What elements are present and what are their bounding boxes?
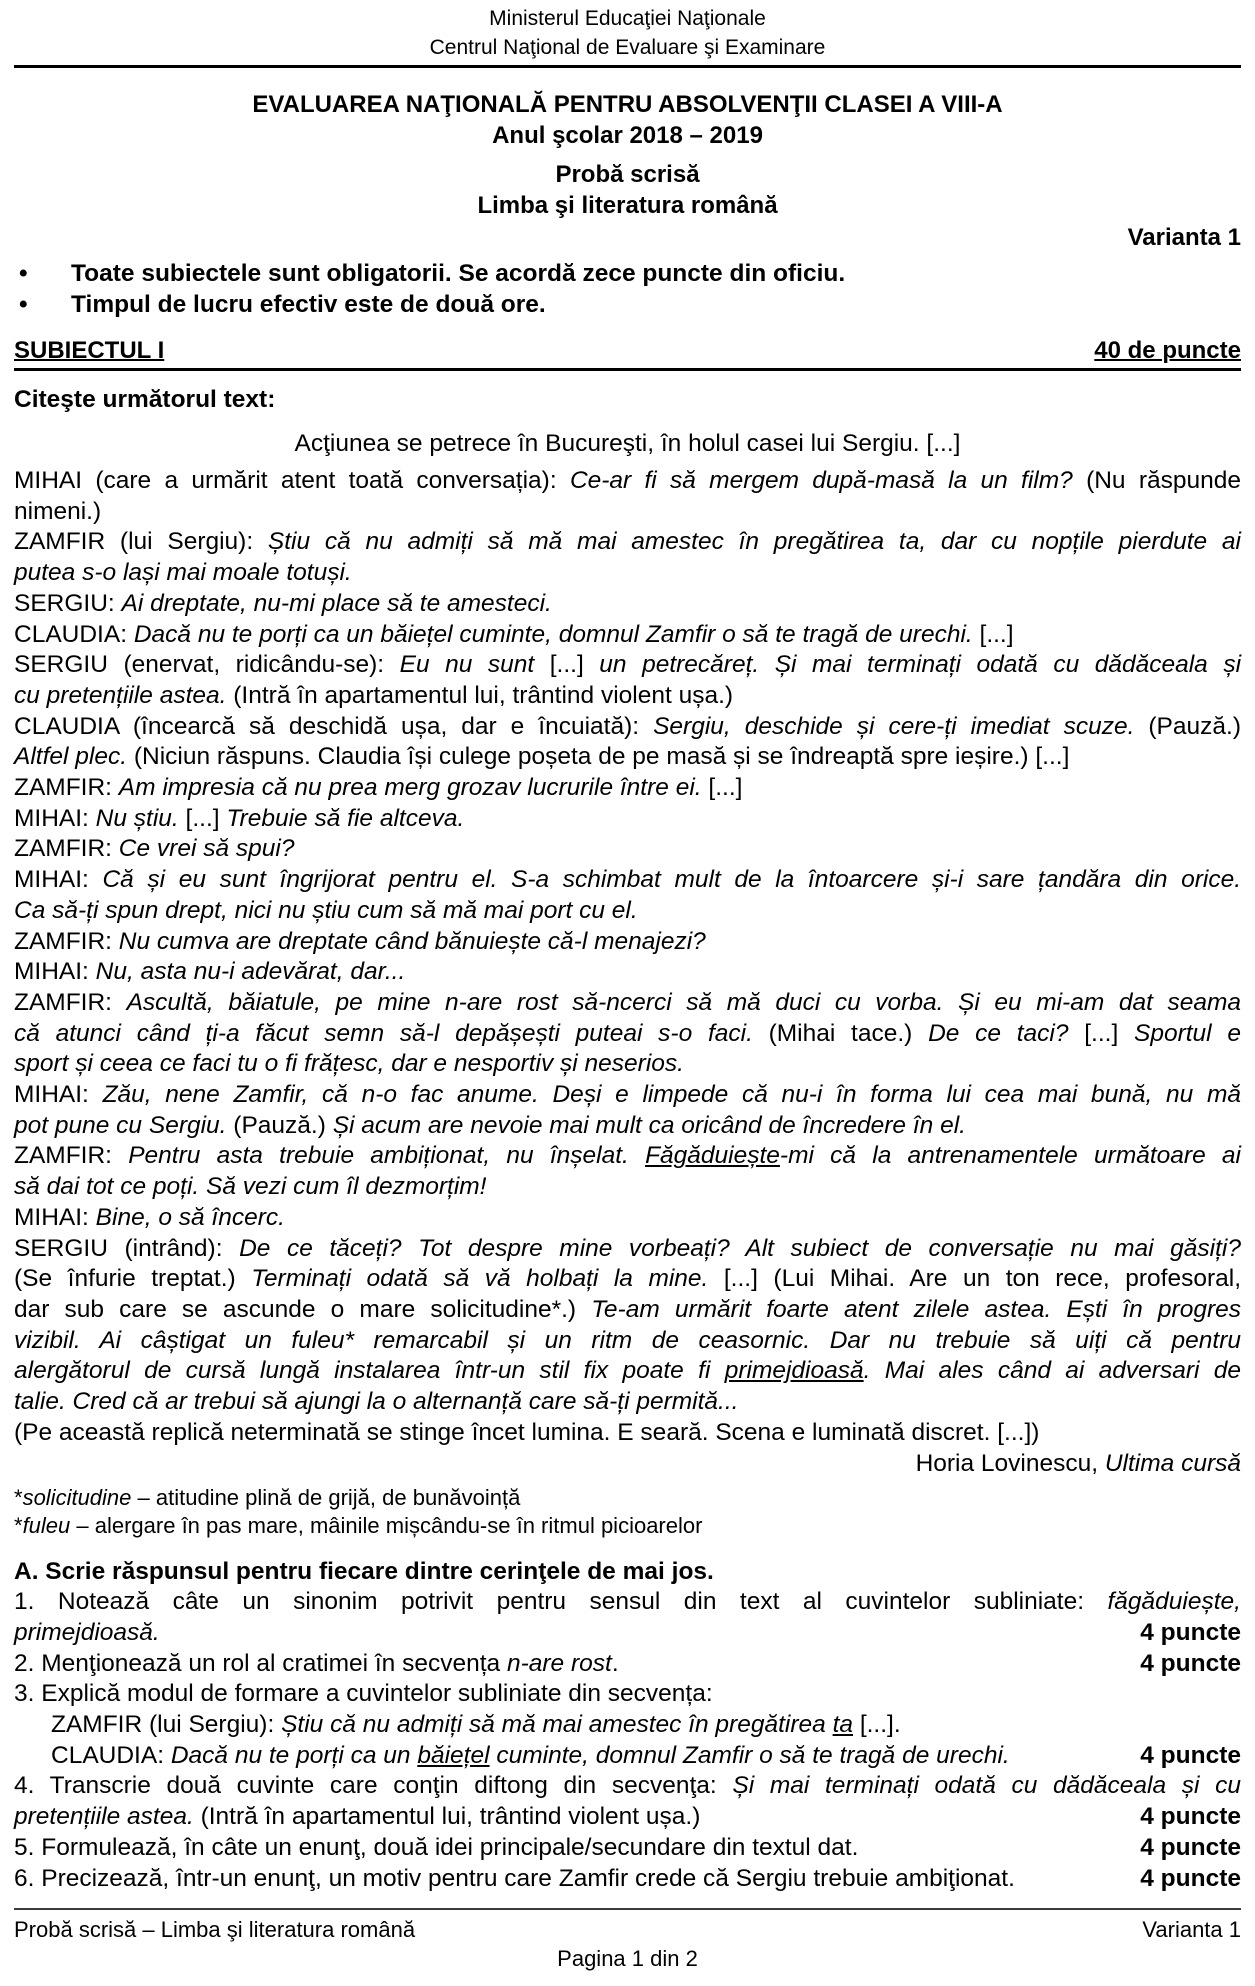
text-segment: primejdioasă.: [14, 1618, 160, 1646]
text-segment: (Intră în apartamentul lui, trântind violent ușa.): [226, 681, 734, 709]
footer-left: Probă scrisă – Limba şi literatura română: [14, 1917, 416, 1943]
text-segment: [...]: [972, 620, 1014, 648]
text-segment: ZAMFIR (lui Sergiu):: [14, 528, 268, 556]
footer-right: Varianta 1: [1142, 1917, 1241, 1943]
points-badge: 4 puncte: [1140, 1649, 1241, 1677]
text-segment: Dacă nu te porți ca un: [170, 1741, 418, 1769]
ministry-line1: Ministerul Educaţiei Naţionale: [489, 7, 766, 30]
text-segment: CLAUDIA (încearcă să deschidă ușa, dar e încuiată):: [14, 712, 654, 740]
text-segment: Ce vrei să spui?: [118, 835, 295, 863]
text-segment: *: [14, 1485, 23, 1511]
text-segment: MIHAI:: [14, 1203, 96, 1231]
text-segment: ZAMFIR (lui Sergiu):: [51, 1711, 282, 1739]
text-segment: ZAMFIR:: [14, 988, 127, 1016]
text-segment: Și mai terminați odată cu dădăceala și cu: [732, 1772, 1241, 1800]
text-segment: alergătorul de cursă lungă instalarea într-un stil fix poate fi: [14, 1357, 725, 1385]
text-segment: Terminați odată să vă holbați la mine.: [251, 1265, 709, 1293]
points-badge: 4 puncte: [1140, 1618, 1241, 1646]
text-segment: n-are rost: [506, 1649, 612, 1677]
dialogue-line: [14, 1356, 1241, 1387]
text-segment: MIHAI:: [14, 1081, 103, 1109]
text-segment: făgăduiește,: [1107, 1588, 1241, 1616]
dialogue-line: [14, 620, 1241, 651]
text-segment: [...]: [701, 774, 743, 802]
dialogue-line: [14, 650, 1241, 681]
dialogue-line: [14, 1111, 1241, 1142]
dialogue-line: [14, 1295, 1241, 1326]
text-segment: – atitudine plină de grijă, de bunăvoință: [131, 1485, 521, 1511]
part-a-questions: [14, 1587, 1241, 1894]
ministry-line2: Centrul Naţional de Evaluare şi Examinare: [429, 36, 826, 59]
text-segment: SERGIU (enervat, ridicându-se):: [14, 651, 400, 679]
text-segment: CLAUDIA:: [51, 1741, 171, 1769]
dialogue-line: [14, 527, 1241, 558]
footnote: [14, 1484, 1241, 1512]
text-segment: 6. Precizează, într-un enunţ, un motiv pentru care Zamfir crede că Sergiu trebuie ambiţionat.: [14, 1864, 1015, 1892]
text-segment: 3. Explică modul de formare a cuvintelor subliniate din secvența:: [14, 1680, 713, 1708]
text-segment: nimeni.): [14, 497, 102, 525]
text-segment: pretențiile astea.: [14, 1803, 194, 1831]
text-segment: Dacă nu te porți ca un băiețel cuminte, domnul Zamfir o să te tragă de urechi.: [133, 620, 973, 648]
text-segment: ZAMFIR:: [14, 927, 119, 955]
text-segment: dar sub care se ascunde o mare solicitudine*.): [14, 1295, 592, 1323]
text-segment: (Pe această replică neterminată se stinge încet lumina. E seară. Scena e luminată discret. [...]): [14, 1418, 1040, 1446]
dialogue-line: [14, 804, 1241, 835]
attribution: [14, 1449, 1241, 1480]
text-segment: -mi că la antrenamentele următoare ai: [779, 1142, 1241, 1170]
dialogue-line: [14, 1019, 1241, 1050]
footnotes: [14, 1484, 1241, 1539]
text-segment: (Mihai tace.): [752, 1019, 929, 1047]
text-segment: – alergare în pas mare, mâinile mișcându-se în ritmul picioarelor: [70, 1512, 703, 1538]
exam-title: EVALUAREA NAŢIONALĂ PENTRU ABSOLVENŢII CLASEI A VIII-A: [252, 91, 1003, 118]
text-segment: De ce tăceți? Tot despre mine vorbeați? Alt subiect de conversație nu mai găsiți?: [239, 1234, 1241, 1262]
variant-label: Varianta 1: [1127, 224, 1241, 251]
text-segment: (Nu răspunde: [1072, 467, 1241, 494]
dialogue-line: [14, 927, 1241, 958]
dialogue-line: [14, 1234, 1241, 1265]
dialogue-line: [14, 1141, 1241, 1172]
general-instructions: [14, 258, 1241, 320]
text-segment: Te-am urmărit foarte atent zilele astea. Ești în progres: [591, 1295, 1241, 1323]
question-line: [14, 1741, 1241, 1772]
question-line: [14, 1618, 1241, 1649]
question-line: [14, 1802, 1241, 1833]
dialogue-line: [14, 558, 1241, 589]
text-segment: Ultima cursă: [1104, 1449, 1241, 1477]
dialogue-line: [14, 466, 1241, 497]
dialogue-line: [14, 1326, 1241, 1357]
points-badge: 4 puncte: [1140, 1864, 1241, 1892]
dialogue-line: [14, 1418, 1241, 1449]
text-segment: Și acum are nevoie mai mult ca oricând de încredere în el.: [332, 1111, 966, 1139]
text-segment: cuminte, domnul Zamfir o să te tragă de urechi.: [489, 1741, 1010, 1769]
question-line: [14, 1771, 1241, 1802]
text-segment: 1. Notează câte un sinonim potrivit pentru sensul din text al cuvintelor subliniate:: [14, 1588, 1108, 1616]
text-segment: Sportul e: [1134, 1019, 1241, 1047]
dialogue-line: [14, 497, 1241, 528]
question-line: [14, 1679, 1241, 1710]
text-segment: un petrecăreț. Și mai terminați odată cu dădăceala și: [599, 651, 1242, 679]
dialogue-line: [14, 865, 1241, 896]
subject-points: 40 de puncte: [1094, 337, 1241, 364]
dialogue-line: [14, 681, 1241, 712]
text-segment: [...] (Lui Mihai. Are un ton rece, profesoral,: [708, 1265, 1242, 1293]
dialogue-line: [14, 773, 1241, 804]
text-segment: ta: [832, 1711, 854, 1739]
text-segment: *: [14, 1512, 23, 1538]
text-segment: [...].: [853, 1711, 901, 1739]
text-segment: 5. Formulează, în câte un enunţ, două idei principale/secundare din textul dat.: [14, 1833, 859, 1861]
text-segment: Ce-ar fi să mergem după-masă la un film?: [569, 467, 1073, 494]
header-divider: [14, 65, 1241, 68]
dialogue-line: [14, 1387, 1241, 1418]
question-line: [14, 1649, 1241, 1680]
question-line: [14, 1710, 1241, 1741]
exam-subject: Limba şi literatura română: [477, 192, 778, 219]
text-segment: Ai dreptate, nu-mi place să te amesteci.: [121, 589, 552, 617]
text-segment: MIHAI:: [14, 804, 96, 832]
instruction-text: Timpul de lucru efectiv este de două ore.: [71, 291, 546, 318]
instruction-item: [14, 289, 1241, 320]
text-segment: MIHAI:: [14, 866, 103, 894]
text-segment: SERGIU (intrând):: [14, 1234, 240, 1262]
read-instruction: Citeşte următorul text:: [14, 386, 276, 413]
text-segment: sport și ceea ce faci tu o fi frățesc, dar e nesportiv și neserios.: [14, 1050, 684, 1078]
text-segment: [...]: [534, 651, 600, 679]
text-segment: .: [611, 1649, 619, 1677]
ministry-header: [14, 4, 1241, 62]
part-a-heading: A. Scrie răspunsul pentru fiecare dintre cerinţele de mai jos.: [14, 1558, 714, 1586]
subject-heading-row: [14, 336, 1241, 371]
text-segment: Altfel plec.: [14, 743, 128, 771]
text-segment: ZAMFIR:: [14, 1142, 129, 1170]
dialogue-line: [14, 834, 1241, 865]
page-footer: [14, 1908, 1241, 1973]
text-segment: Trebuie să fie altceva.: [226, 804, 465, 832]
text-segment: [...]: [1068, 1019, 1134, 1047]
text-segment: Pentru asta trebuie ambiționat, nu înșelat.: [128, 1142, 646, 1170]
text-segment: De ce taci?: [928, 1019, 1069, 1047]
text-segment: solicitudine: [22, 1485, 132, 1511]
dialogue-line: [14, 1049, 1241, 1080]
dialogue-line: [14, 1264, 1241, 1295]
instruction-text: Toate subiectele sunt obligatorii. Se acordă zece puncte din oficiu.: [71, 260, 846, 287]
exam-type: Probă scrisă: [555, 161, 700, 188]
text-segment: [...]: [178, 804, 227, 832]
text-segment: Sergiu, deschide și cere-ți imediat scuze.: [653, 712, 1135, 740]
dialogue-line: [14, 712, 1241, 743]
text-segment: Ca să-ți spun drept, nici nu știu cum să mă mai port cu el.: [14, 896, 638, 924]
text-segment: ZAMFIR:: [14, 835, 119, 863]
text-segment: (Niciun răspuns. Claudia își culege poșeta de pe masă și se îndreaptă spre ieșire.) [...]: [127, 743, 1070, 771]
text-segment: (Pauză.): [226, 1111, 333, 1139]
dialogue-line: [14, 1080, 1241, 1111]
text-segment: să dai tot ce poți. Să vezi cum îl dezmorțim!: [14, 1173, 487, 1201]
text-segment: cu pretențiile astea.: [14, 681, 227, 709]
text-intro: Acţiunea se petrece în Bucureşti, în holul casei lui Sergiu. [...]: [294, 430, 961, 457]
question-line: [14, 1587, 1241, 1618]
points-badge: 4 puncte: [1140, 1803, 1241, 1831]
text-segment: MIHAI:: [14, 958, 96, 986]
dialogue-line: [14, 988, 1241, 1019]
text-segment: băiețel: [417, 1741, 490, 1769]
footer-page-number: Pagina 1 din 2: [557, 1946, 698, 1972]
text-segment: (Pauză.): [1134, 712, 1241, 740]
exam-school-year: Anul şcolar 2018 – 2019: [492, 122, 763, 149]
text-segment: (Intră în apartamentul lui, trântind violent ușa.): [193, 1803, 701, 1831]
dialogue-line: [14, 896, 1241, 927]
text-segment: SERGIU:: [14, 589, 122, 617]
points-badge: 4 puncte: [1140, 1833, 1241, 1861]
text-segment: Eu nu sunt: [399, 651, 535, 679]
dialogue-line: [14, 1203, 1241, 1234]
part-a: [14, 1556, 1241, 1894]
text-segment: Ascultă, băiatule, pe mine n-are rost să-ncerci să mă duci cu vorba. Și eu mi-am dat seama: [126, 988, 1241, 1016]
dialogue-line: [14, 957, 1241, 988]
instruction-item: [14, 258, 1241, 289]
text-segment: CLAUDIA:: [14, 620, 134, 648]
text-segment: ZAMFIR:: [14, 774, 119, 802]
text-segment: 4. Transcrie două cuvinte care conţin diftong din secvenţa:: [14, 1772, 733, 1800]
text-segment: pot pune cu Sergiu.: [14, 1111, 227, 1139]
question-line: [14, 1864, 1241, 1895]
subject-title: SUBIECTUL I: [14, 337, 165, 364]
text-segment: Știu că nu admiți să mă mai amestec în pregătirea: [281, 1711, 833, 1739]
text-segment: Făgăduiește: [645, 1142, 780, 1170]
text-segment: Bine, o să încerc.: [95, 1203, 285, 1231]
text-segment: putea s-o lași mai moale totuși.: [14, 559, 352, 587]
text-segment: Nu cumva are dreptate când bănuiește că-l menajezi?: [118, 927, 706, 955]
text-segment: Știu că nu admiți să mă mai amestec în pregătirea ta, dar cu nopțile pierdute ai: [267, 528, 1241, 556]
dialogue-line: [14, 1172, 1241, 1203]
text-segment: fuleu: [22, 1512, 71, 1538]
text-segment: 2. Menţionează un rol al cratimei în secvența: [14, 1649, 507, 1677]
title-gap: [14, 151, 1241, 159]
dialogue-line: [14, 742, 1241, 773]
question-line: [14, 1833, 1241, 1864]
text-segment: primejdioasă: [724, 1357, 864, 1385]
bullet-icon: •: [19, 260, 28, 287]
text-segment: . Mai ales când ai adversari de: [863, 1357, 1242, 1385]
text-segment: Horia Lovinescu,: [915, 1449, 1105, 1477]
text-segment: Zău, nene Zamfir, că n-o fac anume. Deși e limpede că nu-i în forma lui cea mai bună, nu mă: [102, 1081, 1242, 1109]
text-segment: MIHAI (care a urmărit atent toată conversația):: [14, 467, 570, 494]
text-segment: Nu, asta nu-i adevărat, dar...: [95, 958, 406, 986]
footnote: [14, 1512, 1241, 1540]
bullet-icon: •: [19, 291, 28, 318]
exam-title-block: [14, 89, 1241, 221]
text-segment: Nu știu.: [95, 804, 179, 832]
text-segment: (Se înfurie treptat.): [14, 1265, 252, 1293]
dialogue-line: [14, 589, 1241, 620]
text-segment: că atunci când ți-a făcut semn să-l depășești puteai s-o faci.: [14, 1019, 753, 1047]
text-segment: talie. Cred că ar trebui să ajungi la o alternanță care să-ți permită...: [14, 1388, 739, 1416]
text-segment: Că și eu sunt îngrijorat pentru el. S-a schimbat mult de la întoarcere și-i sare țandăra din orice.: [102, 866, 1241, 894]
text-segment: vizibil. Ai câștigat un fuleu* remarcabil și un ritm de ceasornic. Dar nu trebuie să uiți că pentru: [14, 1326, 1241, 1354]
text-segment: Am impresia că nu prea merg grozav lucrurile între ei.: [118, 774, 702, 802]
footer-row: [14, 1910, 1241, 1944]
dialogue-text: [14, 466, 1241, 1449]
points-badge: 4 puncte: [1140, 1741, 1241, 1769]
